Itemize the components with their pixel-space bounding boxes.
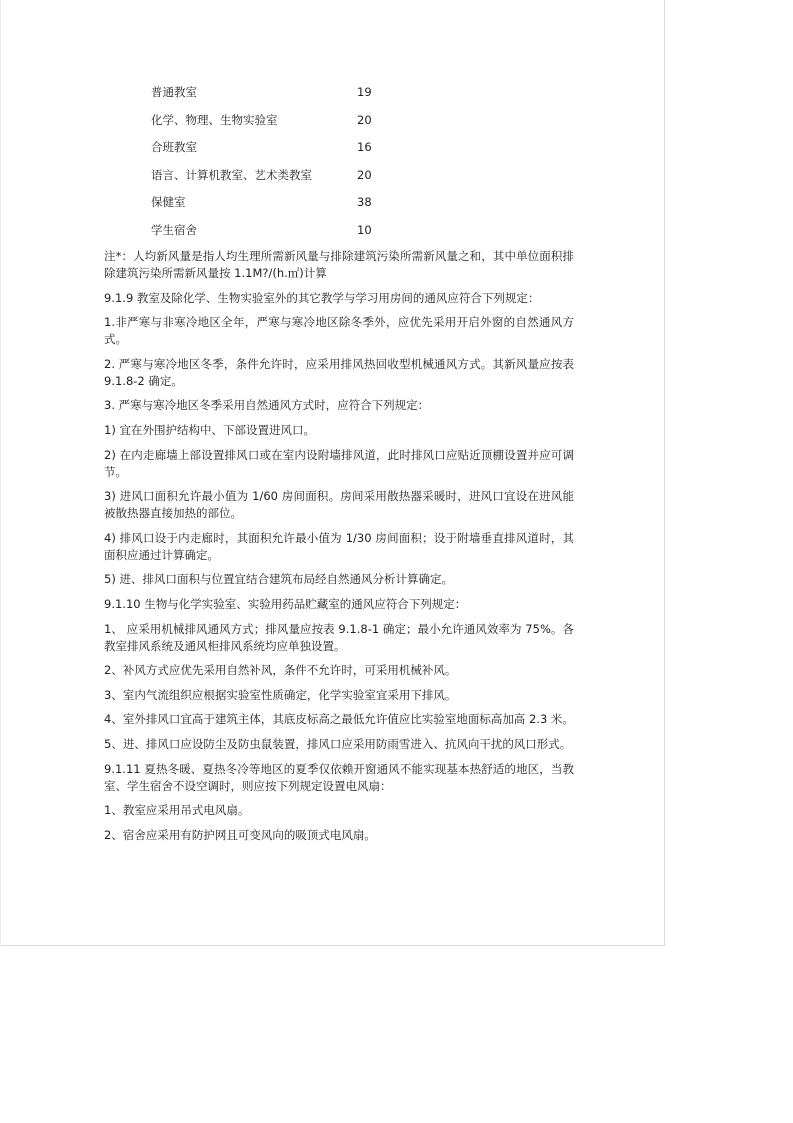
paragraph: 1、 应采用机械排风通风方式；排风量应按表 9.1.8-1 确定；最小允许通风效率为 75%。各教室排风系统及通风柜排风系统均应单独设置。 xyxy=(104,621,574,653)
paragraph: 2、宿舍应采用有防护网且可变风向的吸顶式电风扇。 xyxy=(104,827,376,842)
ventilation-table xyxy=(151,80,511,246)
room-type: 化学、物理、生物实验室 xyxy=(151,112,278,127)
paragraph: 2. 严寒与寒冷地区冬季，条件允许时，应采用排风热回收型机械通风方式。其新风量应按表 9.1.8-2 确定。 xyxy=(104,356,574,388)
table-row xyxy=(151,190,511,218)
paragraph: 3) 进风口面积允许最小值为 1/60 房间面积。房间采用散热器采暖时，进风口宜设在进风能被散热器直接加热的部位。 xyxy=(104,489,574,521)
clause-9-1-11: 9.1.11 夏热冬暖、夏热冬冷等地区的夏季仅依赖开窗通风不能实现基本热舒适的地区，当教室、学生宿舍不设空调时，则应按下列规定设置电风扇： xyxy=(104,761,574,793)
table-row xyxy=(151,218,511,246)
table-note: 注*：人均新风量是指人均生理所需新风量与排除建筑污染所需新风量之和，其中单位面积排除建筑污染所需新风量按 1.1M?/(h.㎡)计算 xyxy=(104,249,574,280)
table-row xyxy=(151,80,511,108)
paragraph: 4、室外排风口宜高于建筑主体，其底皮标高之最低允许值应比实验室地面标高加高 2.3 米。 xyxy=(104,712,574,727)
clause-9-1-10: 9.1.10 生物与化学实验室、实验用药品贮藏室的通风应符合下列规定： xyxy=(104,596,467,611)
room-type: 保健室 xyxy=(151,195,186,210)
paragraph: 5) 进、排风口面积与位置宜结合建筑布局经自然通风分析计算确定。 xyxy=(104,572,453,587)
room-type: 合班教室 xyxy=(151,140,197,155)
paragraph: 3、室内气流组织应根据实验室性质确定，化学实验室宜采用下排风。 xyxy=(104,687,457,702)
paragraph: 1、教室应采用吊式电风扇。 xyxy=(104,803,250,818)
paragraph: 3. 严寒与寒冷地区冬季采用自然通风方式时，应符合下列规定： xyxy=(104,398,430,413)
fresh-air-value: 20 xyxy=(357,112,372,127)
table-row xyxy=(151,108,511,136)
fresh-air-value: 38 xyxy=(357,195,372,210)
fresh-air-value: 20 xyxy=(357,167,372,182)
fresh-air-value: 19 xyxy=(357,85,372,99)
fresh-air-value: 16 xyxy=(357,140,372,155)
clause-9-1-9: 9.1.9 教室及除化学、生物实验室外的其它教学与学习用房间的通风应符合下列规定： xyxy=(104,290,540,305)
room-type: 学生宿舍 xyxy=(151,222,197,237)
paragraph: 2、补风方式应优先采用自然补风，条件不允许时，可采用机械补风。 xyxy=(104,663,457,678)
room-type: 普通教室 xyxy=(151,85,197,99)
body-text xyxy=(104,248,574,851)
fresh-air-value: 10 xyxy=(357,222,372,237)
paragraph: 5、进、排风口应设防尘及防虫鼠装置，排风口应采用防雨雪进入、抗风向干扰的风口形式。 xyxy=(104,736,572,751)
paragraph: 2) 在内走廊墙上部设置排风口或在室内设附墙排风道，此时排风口应贴近顶棚设置并应可调节。 xyxy=(104,447,574,479)
paragraph: 1.非严寒与非寒冷地区全年，严寒与寒冷地区除冬季外，应优先采用开启外窗的自然通风方式。 xyxy=(104,315,574,347)
paragraph: 4) 排风口设于内走廊时，其面积允许最小值为 1/30 房间面积；设于附墙垂直排风道时，其面积应通过计算确定。 xyxy=(104,530,574,562)
table-row xyxy=(151,135,511,163)
table-row xyxy=(151,163,511,191)
room-type: 语言、计算机教室、艺术类教室 xyxy=(151,167,312,182)
paragraph: 1) 宜在外围护结构中、下部设置进风口。 xyxy=(104,422,315,437)
